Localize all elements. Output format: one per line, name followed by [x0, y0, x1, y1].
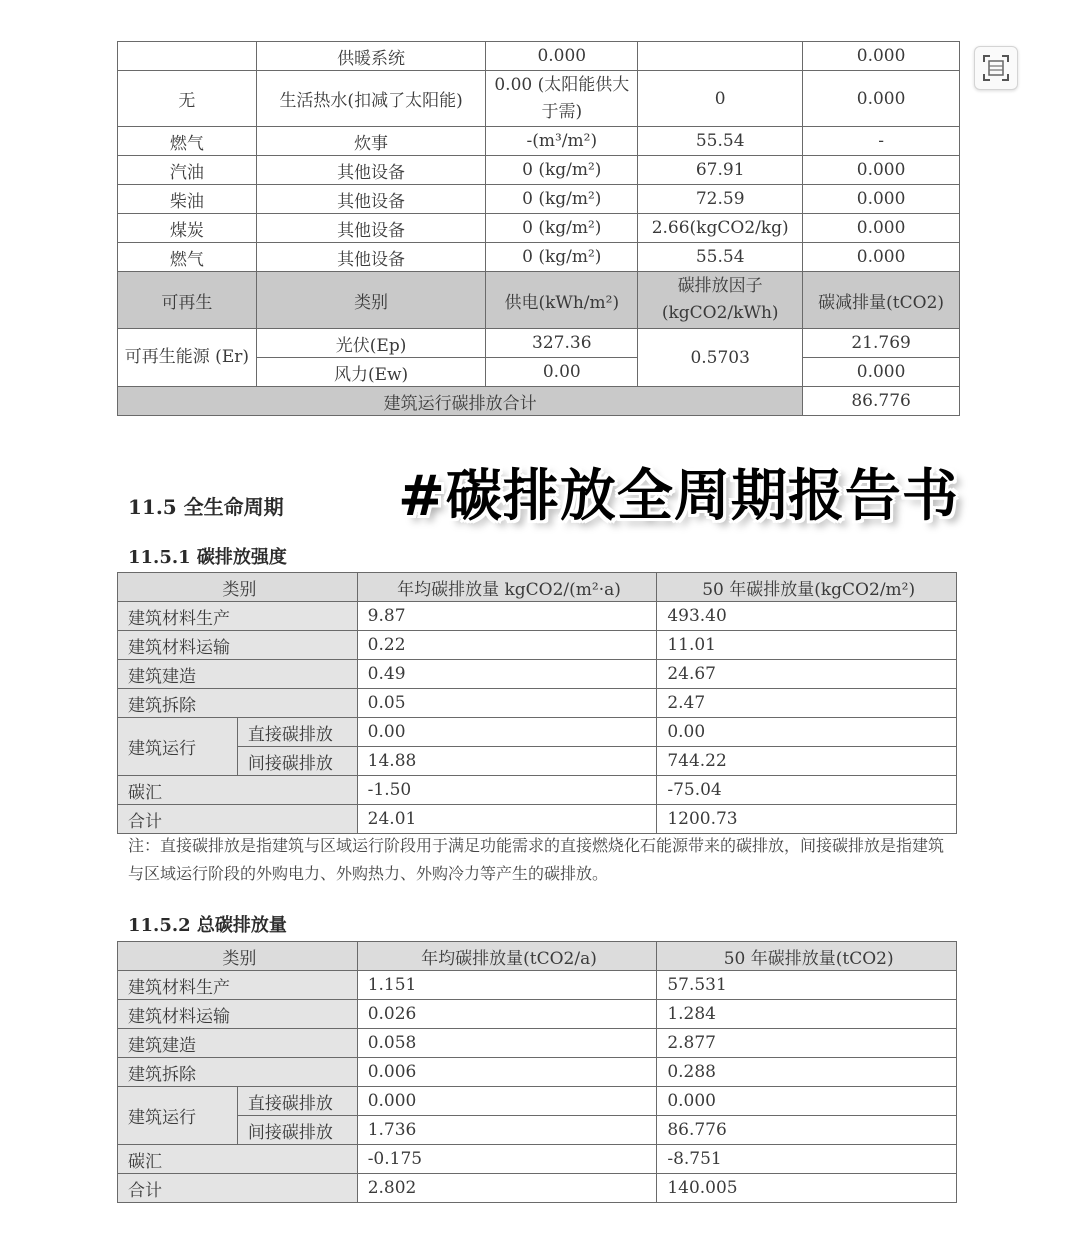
cell: 11.01	[657, 631, 957, 660]
table-row	[118, 660, 957, 689]
cell: 生活热水(扣减了太阳能)	[256, 71, 486, 127]
cell: 无	[118, 71, 257, 127]
cell: 2.802	[357, 1174, 657, 1203]
table-row	[118, 127, 960, 156]
cell: 0.000	[657, 1087, 957, 1116]
category-cell: 建筑运行	[118, 1087, 238, 1145]
cell: 0.22	[357, 631, 657, 660]
table-row	[118, 689, 957, 718]
subsection-title: 11.5.1 碳排放强度	[128, 547, 287, 568]
category-cell: 建筑建造	[118, 1029, 358, 1058]
cell: 0.026	[357, 1000, 657, 1029]
cell: 24.01	[357, 805, 657, 834]
cell: -1.50	[357, 776, 657, 805]
subcategory-cell: 间接碳排放	[237, 747, 357, 776]
cell: 1.151	[357, 971, 657, 1000]
cell: 0.000	[803, 185, 960, 214]
category-cell: 碳汇	[118, 776, 358, 805]
header-cell: 类别	[118, 573, 358, 602]
cell: 其他设备	[256, 156, 486, 185]
hashtag-title: #碳排放全周期报告书	[398, 464, 959, 529]
header-cell: 碳排放因子 (kgCO2/kWh)	[638, 272, 803, 329]
cell: 0 (kg/m²)	[486, 185, 638, 214]
category-cell: 建筑材料运输	[118, 631, 358, 660]
header-cell: 年均碳排放量 kgCO2/(m²·a)	[357, 573, 657, 602]
category-cell: 建筑拆除	[118, 1058, 358, 1087]
table-row	[118, 214, 960, 243]
cell: 0.00	[357, 718, 657, 747]
category-cell: 建筑运行	[118, 718, 238, 776]
category-cell: 合计	[118, 1174, 358, 1203]
cell: 140.005	[657, 1174, 957, 1203]
cell: 可再生能源 (Er)	[118, 329, 257, 387]
cell: 57.531	[657, 971, 957, 1000]
table-row	[118, 1000, 957, 1029]
table-row	[118, 776, 957, 805]
cell: 1200.73	[657, 805, 957, 834]
cell: 14.88	[357, 747, 657, 776]
cell: 0.000	[357, 1087, 657, 1116]
table-row	[118, 602, 957, 631]
cell: 0 (kg/m²)	[486, 156, 638, 185]
category-cell: 合计	[118, 805, 358, 834]
total-value: 86.776	[803, 387, 960, 416]
category-cell: 建筑建造	[118, 660, 358, 689]
cell: 67.91	[638, 156, 803, 185]
table-row	[118, 185, 960, 214]
cell: 0	[638, 71, 803, 127]
footnote: 注：直接碳排放是指建筑与区域运行阶段用于满足功能需求的直接燃烧化石能源带来的碳排放，间接碳排放是指建筑与区域运行阶段的外购电力、外购热力、外购冷力等产生的碳排放。	[128, 836, 945, 883]
table-row	[118, 631, 957, 660]
header-cell: 年均碳排放量(tCO2/a)	[357, 942, 657, 971]
table-row	[118, 1174, 957, 1203]
cell: 0.058	[357, 1029, 657, 1058]
table-header-row	[118, 573, 957, 602]
category-cell: 碳汇	[118, 1145, 358, 1174]
cell: 0.05	[357, 689, 657, 718]
cell: 0.006	[357, 1058, 657, 1087]
table-row	[118, 1058, 957, 1087]
cell: 9.87	[357, 602, 657, 631]
cell: 0.000	[803, 358, 960, 387]
table-row	[118, 329, 960, 358]
category-cell: 建筑材料生产	[118, 971, 358, 1000]
header-cell: 可再生	[118, 272, 257, 329]
scan-icon[interactable]	[974, 46, 1018, 90]
cell: 煤炭	[118, 214, 257, 243]
table-row	[118, 718, 957, 747]
table-row	[118, 1116, 957, 1145]
header-cell: 类别	[256, 272, 486, 329]
total-label: 建筑运行碳排放合计	[118, 387, 803, 416]
cell: 0.49	[357, 660, 657, 689]
scan-icon-glyph	[975, 47, 1017, 89]
cell: 0.288	[657, 1058, 957, 1087]
table-row	[118, 1087, 957, 1116]
cell: 493.40	[657, 602, 957, 631]
cell: 72.59	[638, 185, 803, 214]
table-row	[118, 971, 957, 1000]
cell: -(m³/m²)	[486, 127, 638, 156]
cell: 柴油	[118, 185, 257, 214]
cell: 1.736	[357, 1116, 657, 1145]
cell: 风力(Ew)	[256, 358, 486, 387]
cell: 0 (kg/m²)	[486, 243, 638, 272]
table-row	[118, 1145, 957, 1174]
category-cell: 建筑材料运输	[118, 1000, 358, 1029]
subcategory-cell: 间接碳排放	[237, 1116, 357, 1145]
cell: 2.47	[657, 689, 957, 718]
cell: -75.04	[657, 776, 957, 805]
cell: 0.00	[657, 718, 957, 747]
table-header-row	[118, 272, 960, 329]
cell: 55.54	[638, 127, 803, 156]
table-row	[118, 747, 957, 776]
table-row	[118, 243, 960, 272]
cell: 0 (kg/m²)	[486, 214, 638, 243]
cell: 0.5703	[638, 329, 803, 387]
table-total-row	[118, 387, 960, 416]
cell: 744.22	[657, 747, 957, 776]
cell: 55.54	[638, 243, 803, 272]
table-header-row	[118, 942, 957, 971]
cell: -0.175	[357, 1145, 657, 1174]
cell: 燃气	[118, 127, 257, 156]
cell: 其他设备	[256, 185, 486, 214]
header-cell: 50 年碳排放量(kgCO2/m²)	[657, 573, 957, 602]
total-emission-table	[117, 941, 957, 1203]
header-cell: 供电(kWh/m²)	[486, 272, 638, 329]
category-cell: 建筑材料生产	[118, 602, 358, 631]
cell: 0.000	[803, 71, 960, 127]
cell: 其他设备	[256, 243, 486, 272]
cell: -	[803, 127, 960, 156]
header-cell: 类别	[118, 942, 358, 971]
cell: 0.000	[803, 214, 960, 243]
cell	[638, 42, 803, 71]
category-cell: 建筑拆除	[118, 689, 358, 718]
cell: 0.000	[803, 42, 960, 71]
cell: 2.877	[657, 1029, 957, 1058]
table-row	[118, 156, 960, 185]
cell: 燃气	[118, 243, 257, 272]
cell: 汽油	[118, 156, 257, 185]
cell	[118, 42, 257, 71]
table-row	[118, 42, 960, 71]
cell: 2.66(kgCO2/kg)	[638, 214, 803, 243]
cell: 1.284	[657, 1000, 957, 1029]
cell: 0.00 (太阳能供大于需)	[486, 71, 638, 127]
cell: 炊事	[256, 127, 486, 156]
cell: 0.00	[486, 358, 638, 387]
header-cell: 50 年碳排放量(tCO2)	[657, 942, 957, 971]
emission-intensity-table	[117, 572, 957, 834]
subcategory-cell: 直接碳排放	[237, 1087, 357, 1116]
cell: 0.000	[486, 42, 638, 71]
cell: 光伏(Ep)	[256, 329, 486, 358]
header-cell: 碳减排量(tCO2)	[803, 272, 960, 329]
cell: 0.000	[803, 156, 960, 185]
cell: 供暖系统	[256, 42, 486, 71]
subsection-title: 11.5.2 总碳排放量	[128, 915, 287, 936]
cell: 86.776	[657, 1116, 957, 1145]
cell: 24.67	[657, 660, 957, 689]
cell: -8.751	[657, 1145, 957, 1174]
subcategory-cell: 直接碳排放	[237, 718, 357, 747]
table-row	[118, 805, 957, 834]
table-row	[118, 1029, 957, 1058]
cell: 21.769	[803, 329, 960, 358]
cell: 327.36	[486, 329, 638, 358]
operation-emission-table	[117, 41, 960, 416]
cell: 0.000	[803, 243, 960, 272]
cell: 其他设备	[256, 214, 486, 243]
section-title: 11.5 全生命周期	[128, 495, 284, 519]
table-row	[118, 71, 960, 127]
